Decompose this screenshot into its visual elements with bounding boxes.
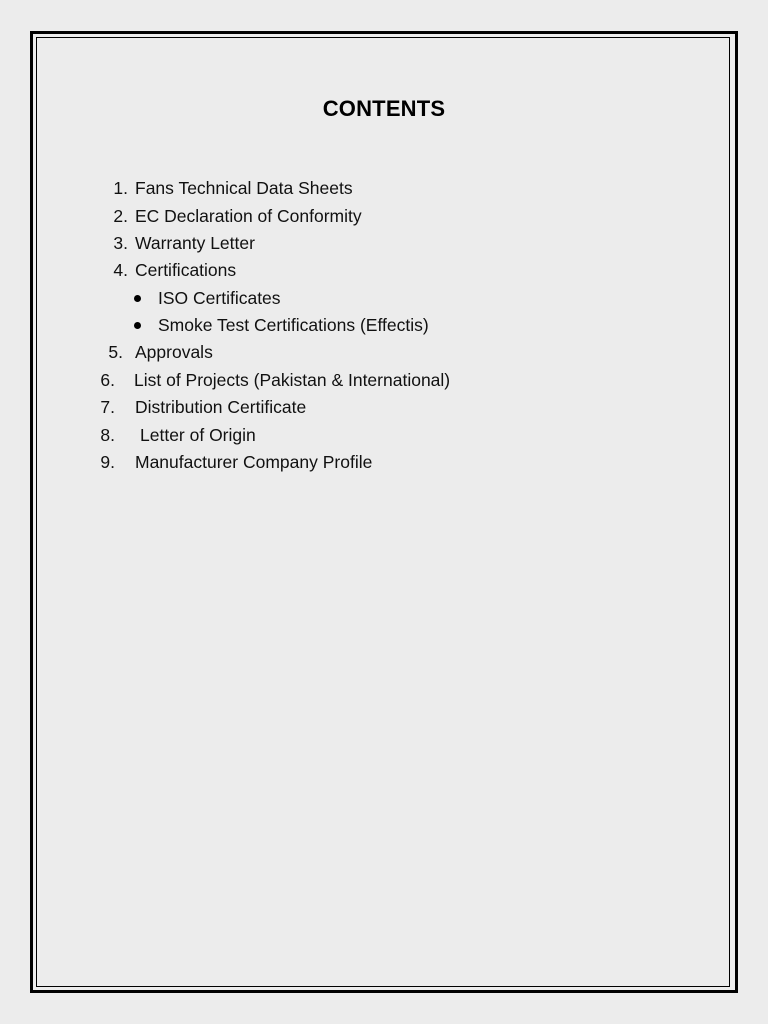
item-number: 7. [100, 397, 115, 417]
item-label: Certifications [135, 260, 237, 280]
bullet-icon [134, 322, 141, 329]
subitem-label: ISO Certificates [158, 288, 281, 308]
item-label: Letter of Origin [140, 425, 256, 445]
bullet-icon [134, 295, 141, 302]
item-label: List of Projects (Pakistan & International) [134, 370, 451, 390]
item-number: 6. [100, 370, 115, 390]
item-label: Distribution Certificate [135, 397, 307, 417]
item-number: 4. [113, 260, 128, 280]
item-number: 5. [108, 342, 123, 362]
item-number: 9. [100, 452, 115, 472]
item-label: Approvals [135, 342, 213, 362]
item-label: Fans Technical Data Sheets [135, 178, 353, 198]
item-number: 2. [113, 206, 128, 226]
item-number: 3. [113, 233, 128, 253]
subitem-label: Smoke Test Certifications (Effectis) [158, 315, 429, 335]
item-label: EC Declaration of Conformity [135, 206, 362, 226]
item-label: Manufacturer Company Profile [135, 452, 373, 472]
item-label: Warranty Letter [135, 233, 255, 253]
item-number: 8. [100, 425, 115, 445]
item-number: 1. [113, 178, 128, 198]
page-title: CONTENTS [322, 96, 446, 121]
